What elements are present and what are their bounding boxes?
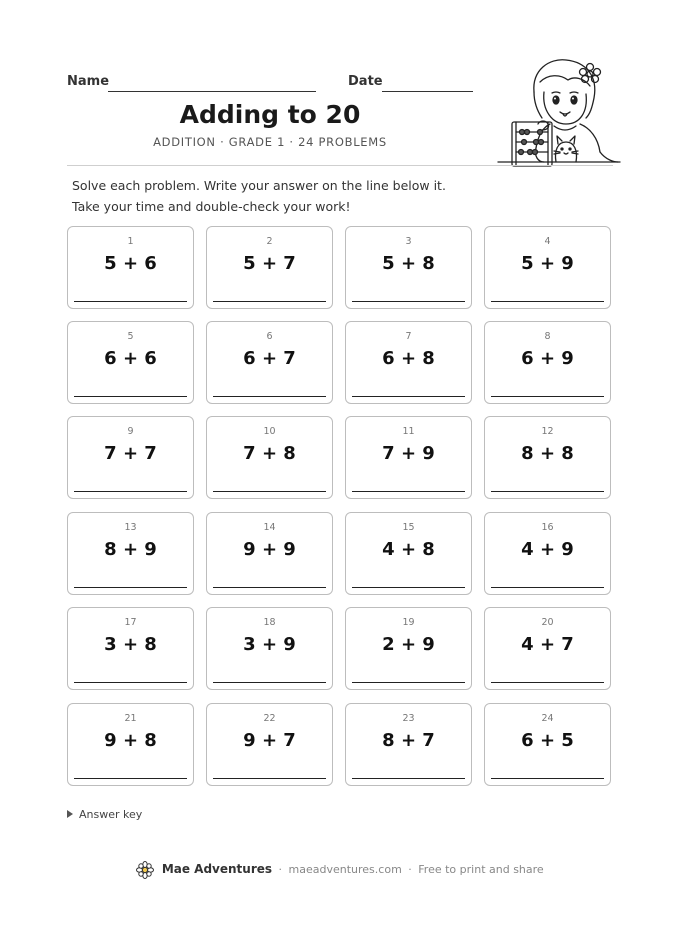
answer-line[interactable] bbox=[491, 778, 604, 779]
page-title: Adding to 20 bbox=[179, 100, 361, 129]
problem-card bbox=[67, 321, 194, 404]
answer-line[interactable] bbox=[491, 301, 604, 302]
problem-number: 7 bbox=[405, 331, 412, 342]
problem-card bbox=[345, 416, 472, 499]
problem-number: 20 bbox=[541, 617, 554, 628]
problem-expression: 4 + 9 bbox=[521, 539, 574, 560]
problem-expression: 6 + 6 bbox=[104, 348, 157, 369]
problem-expression: 9 + 9 bbox=[243, 539, 296, 560]
problem-card bbox=[67, 512, 194, 595]
answer-key-label: Answer key bbox=[79, 808, 143, 821]
problem-number: 3 bbox=[405, 236, 412, 247]
problem-expression: 4 + 7 bbox=[521, 634, 574, 655]
answer-line[interactable] bbox=[491, 587, 604, 588]
problem-expression: 6 + 9 bbox=[521, 348, 574, 369]
problem-card bbox=[345, 703, 472, 786]
problem-number: 17 bbox=[124, 617, 137, 628]
problem-card bbox=[345, 607, 472, 690]
answer-line[interactable] bbox=[74, 301, 187, 302]
problem-expression: 2 + 9 bbox=[382, 634, 435, 655]
answer-line[interactable] bbox=[74, 778, 187, 779]
problem-card bbox=[484, 321, 611, 404]
problem-card bbox=[206, 512, 333, 595]
problem-expression: 5 + 8 bbox=[382, 253, 435, 274]
answer-line[interactable] bbox=[352, 491, 465, 492]
date-field-line[interactable] bbox=[382, 91, 473, 92]
problem-expression: 7 + 7 bbox=[104, 443, 157, 464]
answer-line[interactable] bbox=[213, 778, 326, 779]
problem-number: 23 bbox=[402, 713, 415, 724]
problem-number: 21 bbox=[124, 713, 137, 724]
child-with-abacus-and-cat-illustration bbox=[494, 52, 624, 182]
header-divider bbox=[67, 165, 613, 166]
problem-card bbox=[206, 416, 333, 499]
problem-expression: 8 + 9 bbox=[104, 539, 157, 560]
problem-expression: 5 + 6 bbox=[104, 253, 157, 274]
problem-expression: 3 + 9 bbox=[243, 634, 296, 655]
problem-card bbox=[67, 607, 194, 690]
problem-card bbox=[345, 512, 472, 595]
footer-separator: · bbox=[278, 863, 283, 876]
problem-expression: 7 + 8 bbox=[243, 443, 296, 464]
problem-number: 14 bbox=[263, 522, 276, 533]
footer-note: Free to print and share bbox=[418, 863, 544, 876]
problem-card bbox=[67, 226, 194, 309]
problem-expression: 8 + 8 bbox=[521, 443, 574, 464]
answer-line[interactable] bbox=[352, 682, 465, 683]
problem-expression: 9 + 8 bbox=[104, 730, 157, 751]
problem-expression: 6 + 5 bbox=[521, 730, 574, 751]
problem-expression: 4 + 8 bbox=[382, 539, 435, 560]
problem-card bbox=[206, 607, 333, 690]
problem-number: 13 bbox=[124, 522, 137, 533]
answer-line[interactable] bbox=[352, 396, 465, 397]
problem-number: 15 bbox=[402, 522, 415, 533]
date-label: Date bbox=[348, 74, 383, 89]
problem-expression: 5 + 7 bbox=[243, 253, 296, 274]
problem-card bbox=[67, 416, 194, 499]
problem-card bbox=[484, 226, 611, 309]
problem-expression: 6 + 7 bbox=[243, 348, 296, 369]
answer-line[interactable] bbox=[491, 396, 604, 397]
problem-number: 18 bbox=[263, 617, 276, 628]
answer-line[interactable] bbox=[213, 682, 326, 683]
problem-card bbox=[345, 321, 472, 404]
problem-number: 16 bbox=[541, 522, 554, 533]
problem-expression: 7 + 9 bbox=[382, 443, 435, 464]
problem-expression: 9 + 7 bbox=[243, 730, 296, 751]
problem-expression: 8 + 7 bbox=[382, 730, 435, 751]
answer-line[interactable] bbox=[213, 396, 326, 397]
disclosure-triangle-icon bbox=[67, 810, 73, 818]
answer-line[interactable] bbox=[74, 587, 187, 588]
page-subtitle: ADDITION · GRADE 1 · 24 PROBLEMS bbox=[153, 135, 387, 149]
answer-line[interactable] bbox=[74, 396, 187, 397]
instructions: Solve each problem. Write your answer on the line below it. Take your time and double-check your work! bbox=[72, 178, 446, 214]
problem-number: 5 bbox=[127, 331, 134, 342]
problem-card bbox=[345, 226, 472, 309]
answer-line[interactable] bbox=[74, 491, 187, 492]
answer-line[interactable] bbox=[491, 682, 604, 683]
name-field-line[interactable] bbox=[108, 91, 316, 92]
problem-card bbox=[484, 607, 611, 690]
answer-line[interactable] bbox=[213, 301, 326, 302]
problem-number: 1 bbox=[127, 236, 134, 247]
answer-line[interactable] bbox=[491, 491, 604, 492]
problem-card bbox=[206, 226, 333, 309]
problem-number: 12 bbox=[541, 426, 554, 437]
problem-number: 22 bbox=[263, 713, 276, 724]
problem-number: 6 bbox=[266, 331, 273, 342]
footer-separator: · bbox=[408, 863, 412, 876]
problem-number: 10 bbox=[263, 426, 276, 437]
problem-card bbox=[484, 703, 611, 786]
answer-line[interactable] bbox=[352, 587, 465, 588]
problem-number: 2 bbox=[266, 236, 273, 247]
problem-card bbox=[206, 321, 333, 404]
problem-expression: 6 + 8 bbox=[382, 348, 435, 369]
problem-expression: 3 + 8 bbox=[104, 634, 157, 655]
problem-card bbox=[206, 703, 333, 786]
footer-site-link[interactable]: maeadventures.com bbox=[288, 863, 402, 876]
footer bbox=[0, 861, 680, 879]
name-label: Name bbox=[67, 74, 110, 89]
answer-key-toggle[interactable] bbox=[67, 808, 142, 821]
footer-brand: Mae Adventures bbox=[161, 862, 273, 876]
problem-card bbox=[484, 512, 611, 595]
problem-number: 24 bbox=[541, 713, 554, 724]
daisy-flower-icon bbox=[136, 861, 154, 879]
problem-number: 19 bbox=[402, 617, 415, 628]
problem-number: 8 bbox=[544, 331, 551, 342]
problem-expression: 5 + 9 bbox=[521, 253, 574, 274]
problem-number: 11 bbox=[402, 426, 415, 437]
answer-line[interactable] bbox=[352, 778, 465, 779]
problem-number: 4 bbox=[544, 236, 551, 247]
answer-line[interactable] bbox=[213, 491, 326, 492]
answer-line[interactable] bbox=[352, 301, 465, 302]
answer-line[interactable] bbox=[74, 682, 187, 683]
problem-number: 9 bbox=[127, 426, 134, 437]
problem-card bbox=[67, 703, 194, 786]
answer-line[interactable] bbox=[213, 587, 326, 588]
problem-card bbox=[484, 416, 611, 499]
